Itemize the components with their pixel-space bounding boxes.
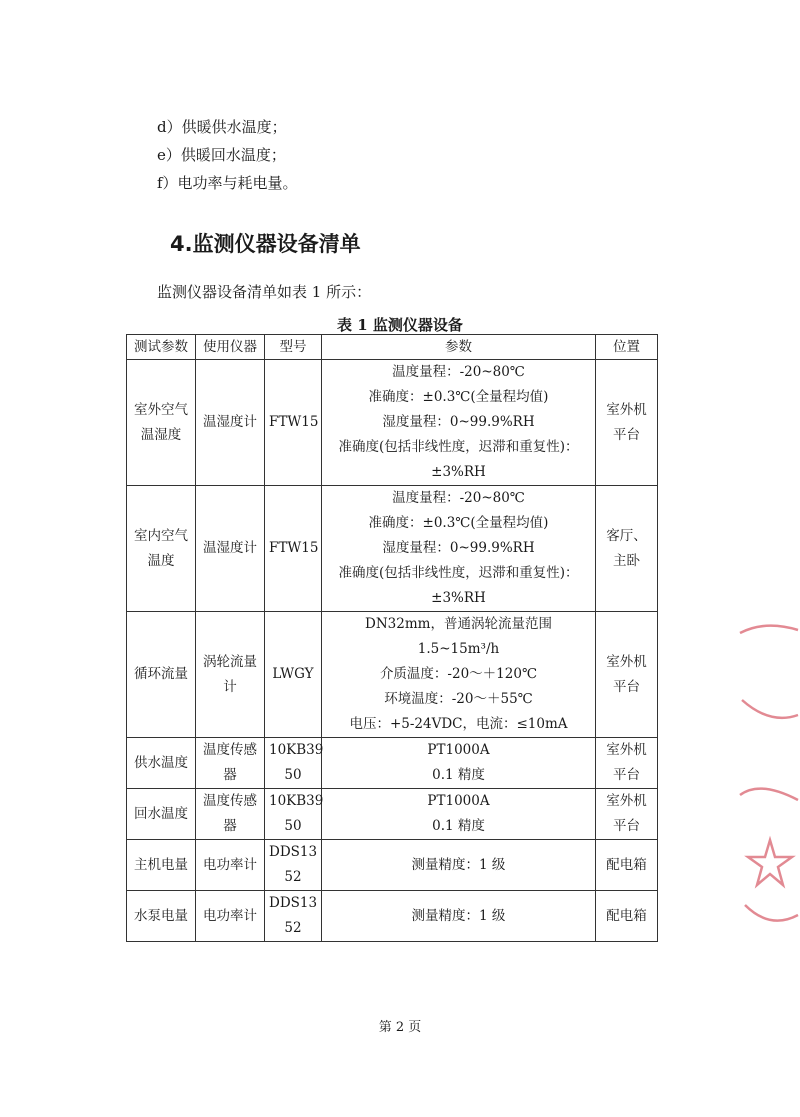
cell-line: FTW15 (269, 414, 319, 430)
cell-line: 客厅、 (606, 527, 647, 544)
seal-stamp (720, 615, 800, 945)
page-number: 第 2 页 (378, 1020, 422, 1035)
cell-spec (322, 360, 596, 486)
cell-line: 电压：+5-24VDC，电流：≤10mA (349, 716, 568, 732)
cell-line: 温度量程：-20~80℃ (392, 490, 525, 506)
cell-model (265, 789, 322, 840)
cell-model (265, 612, 322, 738)
table-row (127, 360, 658, 486)
cell-line: 平台 (613, 818, 640, 834)
cell-model (265, 840, 322, 891)
cell-line: 室外机 (606, 401, 647, 418)
cell-line: 50 (284, 767, 302, 783)
header-instrument: 使用仪器 (196, 335, 265, 360)
cell-line: 准确度：±0.3℃(全量程均值) (368, 389, 549, 405)
cell-model (265, 486, 322, 612)
cell-line: 52 (284, 920, 302, 936)
cell-line: 准确度(包括非线性度，迟滞和重复性)： (338, 439, 579, 455)
cell-spec (322, 486, 596, 612)
table-row (127, 789, 658, 840)
cell-line: 循环流量 (134, 666, 188, 682)
cell-line: 主机电量 (134, 856, 188, 873)
cell-line: 温湿度 (140, 426, 182, 443)
cell-line: 配电箱 (606, 907, 647, 924)
cell-line: 准确度：±0.3℃(全量程均值) (368, 515, 549, 531)
cell-line: 主卧 (613, 552, 640, 569)
cell-line: 温湿度计 (203, 540, 257, 556)
cell-line: 温度传感 (203, 793, 257, 809)
cell-line: 温度 (147, 552, 175, 569)
cell-line: 电功率计 (203, 856, 257, 873)
cell-location (596, 789, 658, 840)
header-param: 测试参数 (127, 335, 196, 360)
table-caption: 表 1 监测仪器设备 (337, 316, 463, 334)
cell-model (265, 360, 322, 486)
cell-line: 水泵电量 (134, 907, 188, 924)
cell-instrument (196, 612, 265, 738)
cell-line: 涡轮流量 (203, 653, 257, 670)
cell-param (127, 789, 196, 840)
header-model: 型号 (265, 335, 322, 360)
cell-line: ±3%RH (431, 464, 486, 480)
cell-line: 室内空气 (134, 527, 188, 544)
cell-line: FTW15 (269, 540, 319, 556)
cell-line: 平台 (613, 767, 640, 783)
cell-line: 0.1 精度 (432, 767, 485, 783)
instrument-table (126, 334, 658, 942)
cell-model (265, 891, 322, 942)
list-item: d）供暖供水温度； (157, 118, 287, 136)
cell-line: 湿度量程：0~99.9%RH (382, 414, 535, 430)
table-row (127, 738, 658, 789)
cell-line: 介质温度：-20～＋120℃ (379, 666, 538, 682)
cell-line: 0.1 精度 (432, 818, 485, 834)
cell-instrument (196, 486, 265, 612)
cell-instrument (196, 840, 265, 891)
cell-line: 室外机 (606, 742, 647, 758)
table-row (127, 612, 658, 738)
section-title: 4.监测仪器设备清单 (170, 232, 361, 256)
cell-line: 10KB39 (269, 793, 324, 809)
cell-param (127, 486, 196, 612)
cell-spec (322, 789, 596, 840)
cell-line: 10KB39 (269, 742, 324, 758)
cell-line: 回水温度 (134, 805, 188, 822)
cell-location (596, 612, 658, 738)
header-location: 位置 (596, 335, 658, 360)
cell-instrument (196, 738, 265, 789)
cell-param (127, 360, 196, 486)
cell-spec (322, 612, 596, 738)
header-spec: 参数 (322, 335, 596, 360)
cell-line: 准确度(包括非线性度，迟滞和重复性)： (338, 565, 579, 581)
cell-line: 供水温度 (134, 754, 188, 771)
cell-location (596, 360, 658, 486)
cell-line: 器 (223, 818, 237, 834)
stamp-arc-lower (740, 789, 798, 800)
cell-line: 环境温度：-20～＋55℃ (384, 691, 533, 707)
cell-line: 50 (284, 818, 302, 834)
cell-line: 测量精度：1 级 (411, 907, 506, 924)
cell-line: 温度量程：-20~80℃ (392, 364, 525, 380)
cell-line: LWGY (272, 666, 314, 682)
cell-line: DDS13 (269, 844, 318, 860)
cell-line: 52 (284, 869, 302, 885)
cell-line: 配电箱 (606, 856, 647, 873)
stamp-arc-mid (742, 700, 798, 718)
cell-line: PT1000A (427, 742, 490, 758)
cell-line: 平台 (613, 426, 640, 443)
cell-spec (322, 891, 596, 942)
stamp-arc-bottom (745, 905, 798, 921)
cell-line: 湿度量程：0~99.9%RH (382, 540, 535, 556)
cell-model (265, 738, 322, 789)
stamp-star (748, 840, 792, 885)
table-header-row (127, 335, 658, 360)
cell-location (596, 840, 658, 891)
stamp-arc-top (740, 626, 798, 633)
cell-line: 电功率计 (203, 907, 257, 924)
list-item: e）供暖回水温度； (157, 146, 286, 164)
cell-location (596, 738, 658, 789)
table-row (127, 891, 658, 942)
cell-line: 室外机 (606, 653, 647, 670)
cell-line: 平台 (613, 678, 640, 695)
cell-location (596, 891, 658, 942)
cell-line: ±3%RH (431, 590, 486, 606)
intro-paragraph: 监测仪器设备清单如表 1 所示： (157, 283, 372, 301)
cell-spec (322, 840, 596, 891)
cell-param (127, 738, 196, 789)
cell-instrument (196, 789, 265, 840)
table-row (127, 486, 658, 612)
cell-line: DDS13 (269, 895, 318, 911)
cell-line: 温度传感 (203, 742, 257, 758)
cell-instrument (196, 891, 265, 942)
cell-param (127, 612, 196, 738)
cell-location (596, 486, 658, 612)
cell-line: DN32mm，普通涡轮流量范围 1.5~15m³/h (365, 616, 552, 657)
list-item: f）电功率与耗电量。 (157, 174, 298, 192)
requirement-list (157, 113, 298, 197)
cell-param (127, 891, 196, 942)
cell-line: 温湿度计 (203, 414, 257, 430)
cell-line: 器 (223, 767, 237, 783)
cell-line: 计 (223, 678, 237, 695)
cell-line: 室外机 (606, 793, 647, 809)
cell-instrument (196, 360, 265, 486)
table-row (127, 840, 658, 891)
cell-spec (322, 738, 596, 789)
cell-line: 室外空气 (134, 401, 188, 418)
cell-param (127, 840, 196, 891)
cell-line: PT1000A (427, 793, 490, 809)
cell-line: 测量精度：1 级 (411, 856, 506, 873)
